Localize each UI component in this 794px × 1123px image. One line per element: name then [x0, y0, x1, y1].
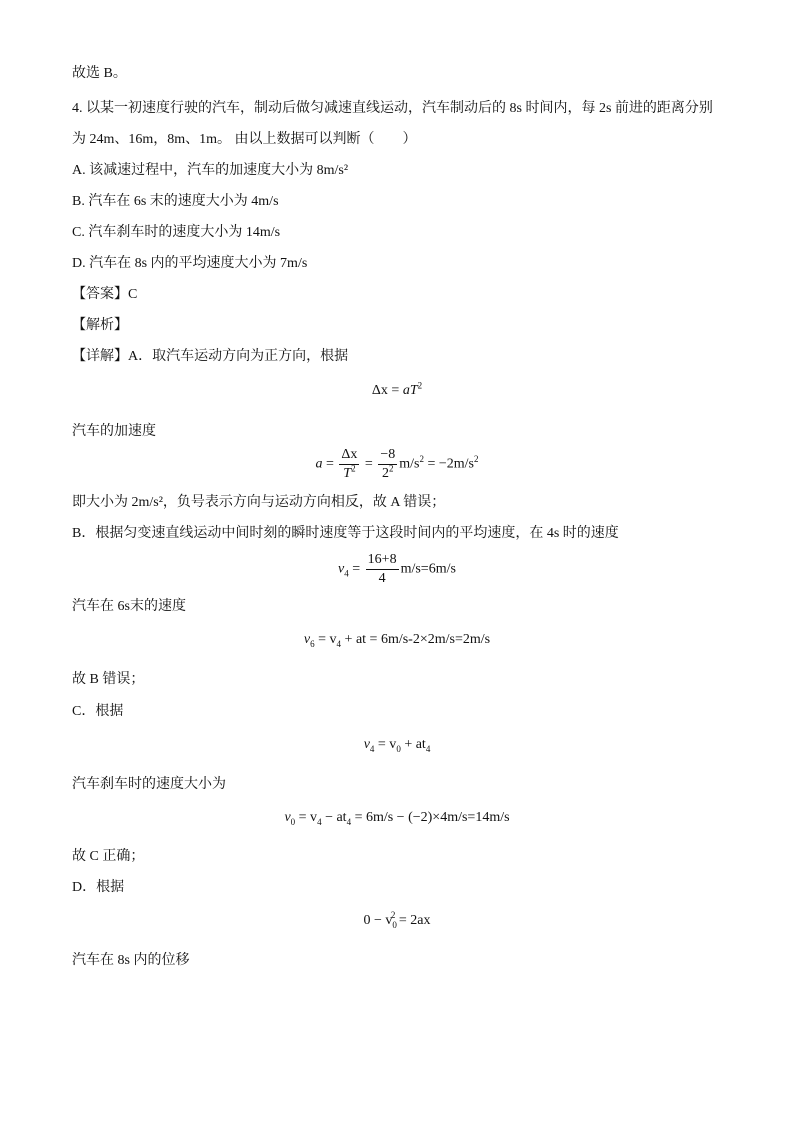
question-4-line-1: 4. 以某一初速度行驶的汽车，制动后做匀减速直线运动，汽车制动后的 8s 时间内，每 2s 前进的距离分别: [72, 101, 713, 116]
analysis-label: 【解析】: [72, 318, 128, 333]
text-line: 故选 B。: [72, 66, 127, 81]
option-d: D. 汽车在 8s 内的平均速度大小为 7m/s: [72, 256, 308, 271]
v0-label: 汽车刹车时的速度大小为: [72, 777, 226, 792]
question-4-line-2: 为 24m、16m，8m、1m。 由以上数据可以判断（ ）: [72, 132, 417, 147]
b-wrong: 故 B 错误；: [72, 672, 145, 687]
part-d: D．根据: [72, 880, 125, 895]
part-b: B．根据匀变速直线运动中间时刻的瞬时速度等于这段时间内的平均速度，在 4s 时的速度: [72, 526, 619, 541]
formula-v4-v0: $v_4 = v_0 + at_4$: [363, 737, 431, 754]
accel-label: 汽车的加速度: [72, 424, 156, 439]
option-b: B. 汽车在 6s 末的速度大小为 4m/s: [72, 194, 279, 209]
formula-v0: $v_0 = v_4 - at_4 = 6m/s - (-2)\times 4m/s=14m/s$: [284, 810, 510, 827]
part-c: C．根据: [72, 704, 124, 719]
formula-displacement: $0 - v_0^2 = 2ax$: [363, 910, 431, 930]
c-right: 故 C 正确；: [72, 849, 145, 864]
option-a: A. 该减速过程中，汽车的加速度大小为 8m/s²: [72, 163, 349, 178]
formula-acceleration: a = $\frac{\Delta x}{T^2}$ = $\frac{-8}{2^2}$ $m/s^2 = -2m/s^2$: [315, 447, 479, 481]
answer-label: 【答案】C: [72, 287, 138, 302]
option-c: C. 汽车刹车时的速度大小为 14m/s: [72, 225, 281, 240]
displacement-label: 汽车在 8s 内的位移: [72, 953, 190, 968]
v6-label: 汽车在 6s末的速度: [72, 599, 186, 614]
conclusion-a: 即大小为 2m/s²，负号表示方向与运动方向相反，故 A 错误；: [72, 495, 446, 510]
formula-delta-x: $\Delta x = aT^2$: [371, 380, 423, 398]
formula-v4: $v_4$ = $\frac{16+8}{4}$ m/s=6m/s: [338, 552, 456, 586]
formula-v6: $v_6 = v_4$ + at = 6m/s-2×2m/s=2m/s: [303, 632, 491, 649]
detail-a: 【详解】A．取汽车运动方向为正方向，根据: [72, 349, 349, 364]
